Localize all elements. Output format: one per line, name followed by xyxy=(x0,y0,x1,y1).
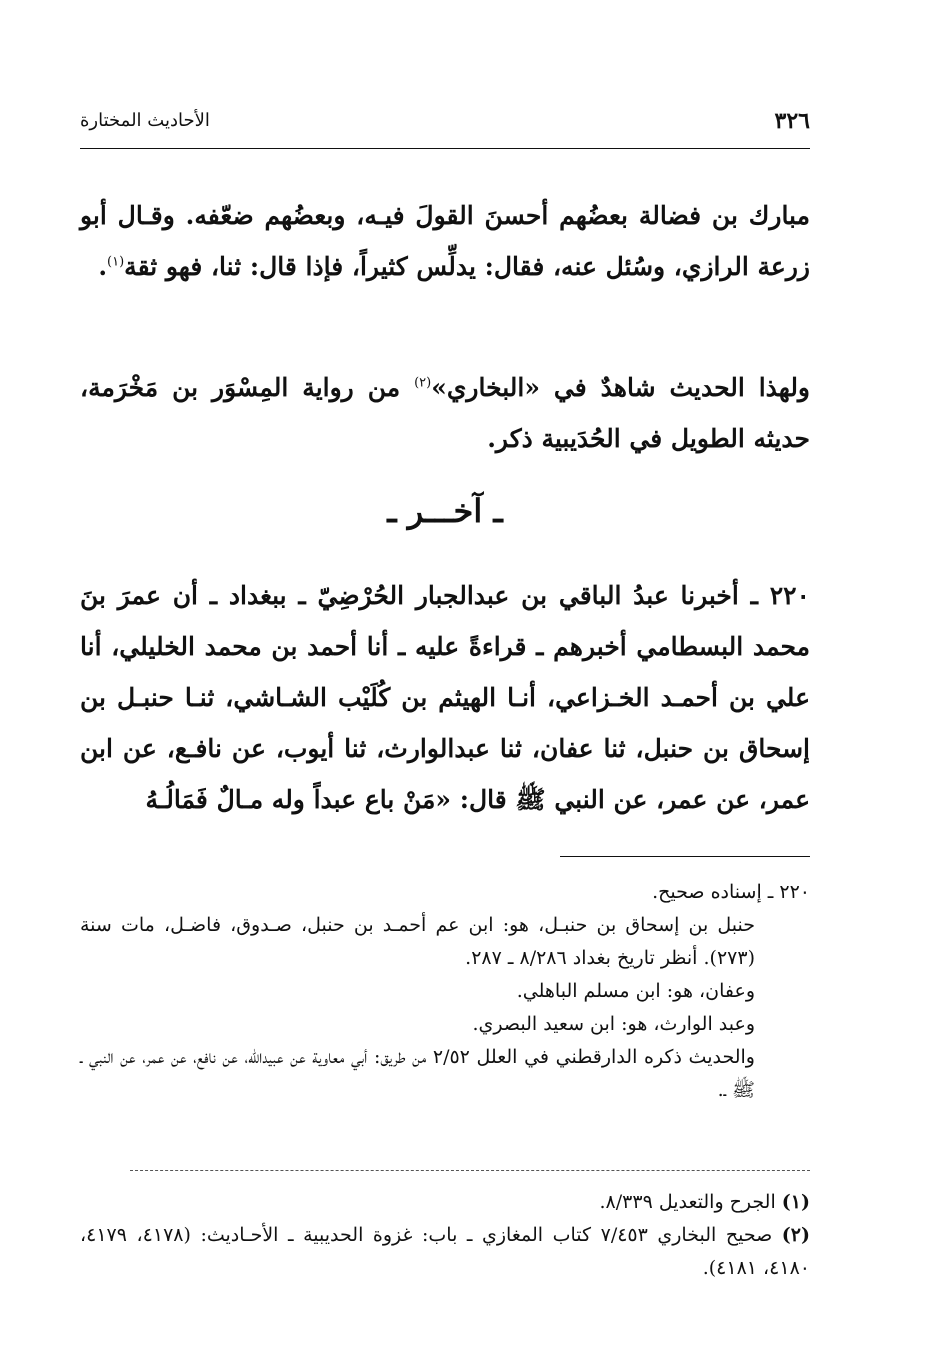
hadith-220: ٢٢٠ ـ أخبرنا عبدُ الباقي بن عبدالجبار الحُرْضِيّ ـ ببغداد ـ أن عمرَ بنَ محمد البسطامي أخبرهم ـ قراءةً عليه ـ أنا أحمد بن محمد الخليلي، أنا علي بن أحمـد الخـزاعي، أنـا الهيثم بن كُلَيْب الشـاشي، ثنـا حنبـل بن إسحاق بن حنبل، ثنا عفان، ثنا عبدالوارث، ثنا أيوب، عن نافـع، عن ابن عمر، عن عمر، عن النبي ﷺ قال: «مَنْ باع عبداً وله مـالٌ فَمَالُـهُ xyxy=(80,581,810,814)
paragraph-text: ولهذا الحديث شاهدٌ في «البخاري» xyxy=(431,373,811,402)
paragraph-text: مبارك بن فضالة بعضُهم أحسنَ القولَ فيـه، وبعضُهم ضعّفه. وقـال أبو زرعة الرازي، وسُئل عنه، فقال: يدلِّس كثيراً، فإذا قال: ثنا، فهو ثقة xyxy=(80,201,810,281)
footnotes xyxy=(80,1186,810,1285)
paragraph-text-end: من رواية المِسْوَر بن مَخْرَمة، حديثه الطويل في الحُدَيبية ذكر. xyxy=(80,373,810,453)
header-divider xyxy=(80,148,810,149)
paragraph-narrator-assessment xyxy=(80,190,810,292)
note-line: وعفان، هو: ابن مسلم الباهلي. xyxy=(516,980,755,1002)
section-heading: ـ آخـــر ـ xyxy=(387,492,503,530)
editor-notes xyxy=(80,876,810,1107)
footnotes-divider xyxy=(130,1170,810,1171)
footnote-2 xyxy=(80,1219,810,1285)
notes-divider xyxy=(560,856,810,857)
running-header xyxy=(80,108,810,142)
note-line: حنبل بن إسحاق بن حنبـل، هو: ابن عم أحمـد بن حنبل، صـدوق، فاضـل، مات سنة (٢٧٣). أنظر تاريخ بغداد ٨/٢٨٦ ـ ٢٨٧. xyxy=(80,914,755,969)
note-line: والحديث ذكره الدارقطني في العلل ٢/٥٢ من طريق: أبي معاوية عن عبيدالله، عن نافع، عن عمر، عن النبي ـ ﷺ ـ. xyxy=(80,1046,755,1101)
footnote-text: صحيح البخاري ٧/٤٥٣ كتاب المغازي ـ باب: غزوة الحديبية ـ الأحـاديث: (٤١٧٨، ٤١٧٩، ٤١٨٠، ٤١٨١). xyxy=(80,1224,810,1279)
page-number: ٣٢٦ xyxy=(774,108,810,134)
note-line: وعبد الوارث، هو: ابن سعيد البصري. xyxy=(472,1013,755,1035)
footnote-text: الجرح والتعديل ٨/٣٣٩. xyxy=(599,1191,776,1213)
footnote-ref-1[interactable]: (١) xyxy=(107,254,125,270)
book-title: الأحاديث المختارة xyxy=(80,110,210,131)
paragraph-supporting-hadith xyxy=(80,362,810,464)
footnote-1 xyxy=(80,1186,810,1219)
paragraph-text-end: . xyxy=(98,252,108,281)
note-heading: ٢٢٠ ـ إسناده صحيح. xyxy=(652,881,810,903)
footnote-ref-2[interactable]: (٢) xyxy=(414,375,432,391)
footnote-number: (١) xyxy=(781,1191,810,1213)
footnote-number: (٢) xyxy=(781,1224,810,1246)
